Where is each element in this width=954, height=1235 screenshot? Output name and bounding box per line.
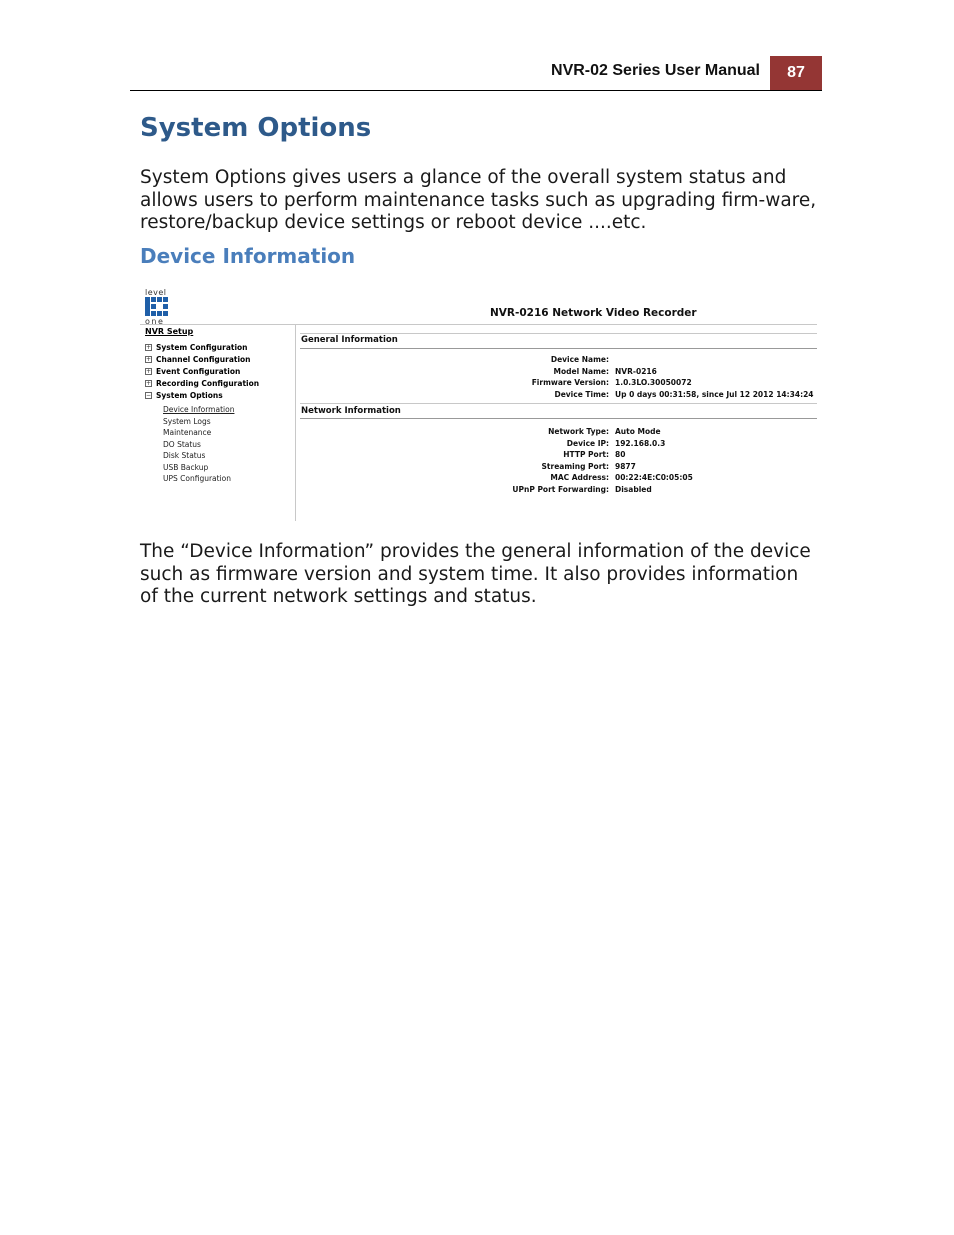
sidebar-item-system-configuration[interactable]: + System Configuration <box>146 343 248 352</box>
logo-grid-icon <box>145 297 169 316</box>
collapse-icon[interactable]: − <box>146 392 152 399</box>
subnav-item-maintenance[interactable]: Maintenance <box>163 428 212 437</box>
sidebar-item-channel-configuration[interactable]: + Channel Configuration <box>146 355 251 364</box>
logo-text-top: level <box>145 288 167 297</box>
page-header <box>130 56 822 91</box>
info-row: MAC Address: 00:22:4E:C0:05:05 <box>550 473 693 482</box>
device-information-screenshot <box>140 285 820 525</box>
subnav-item-disk-status[interactable]: Disk Status <box>163 451 206 460</box>
general-info-list <box>300 354 817 400</box>
app-title: NVR-0216 Network Video Recorder <box>490 307 697 319</box>
network-info-heading: Network Information <box>301 406 401 416</box>
info-row: HTTP Port: 80 <box>563 450 626 459</box>
expand-icon[interactable]: + <box>146 380 152 387</box>
subnav-item-device-information[interactable]: Device Information <box>163 405 235 414</box>
intro-paragraph: System Options gives users a glance of the overall system status and allows users to perform maintenance tasks such as upgrading firm-ware, restore/backup device settings or reboot device ....etc. <box>140 167 817 233</box>
sidebar-nav <box>145 342 259 402</box>
info-row: UPnP Port Forwarding: Disabled <box>512 484 652 494</box>
levelone-logo <box>144 288 170 324</box>
logo-text-bottom: one <box>145 317 165 326</box>
subnav-item-system-logs[interactable]: System Logs <box>163 416 211 426</box>
expand-icon[interactable]: + <box>146 344 152 351</box>
system-options-subnav <box>163 404 234 485</box>
info-row: Device Time: Up 0 days 00:31:58, since Jul 12 2012 14:34:24 <box>554 389 814 399</box>
info-row: Firmware Version: 1.0.3LO.30050072 <box>531 378 692 387</box>
expand-icon[interactable]: + <box>146 356 152 363</box>
manual-title: NVR-02 Series User Manual <box>551 62 760 79</box>
expand-icon[interactable]: + <box>146 368 152 375</box>
general-info-heading: General Information <box>301 335 398 345</box>
sidebar-item-event-configuration[interactable]: + Event Configuration <box>146 367 241 376</box>
sidebar-item-system-options[interactable]: − System Options <box>146 391 223 400</box>
info-row: Device IP: 192.168.0.3 <box>566 438 666 448</box>
info-row: Streaming Port: 9877 <box>541 461 636 471</box>
nav-setup-link[interactable]: NVR Setup <box>145 327 194 336</box>
subsection-title: Device Information <box>140 244 356 268</box>
description-paragraph: The “Device Information” provides the general information of the device such as firmware version and system time. It also provides information of the current network settings and status. <box>140 541 811 607</box>
info-row: Model Name: NVR-0216 <box>553 366 657 376</box>
subnav-item-do-status[interactable]: DO Status <box>163 439 201 449</box>
info-row: Device Name: <box>550 355 609 364</box>
subnav-item-usb-backup[interactable]: USB Backup <box>163 462 209 472</box>
info-row: Network Type: Auto Mode <box>548 427 661 436</box>
page-number: 87 <box>770 56 822 90</box>
sidebar-item-recording-configuration[interactable]: + Recording Configuration <box>146 379 260 388</box>
section-title: System Options <box>140 113 372 143</box>
subnav-item-ups-configuration[interactable]: UPS Configuration <box>163 474 232 483</box>
sidebar-divider <box>295 325 296 521</box>
network-info-list <box>300 426 817 495</box>
header-divider <box>140 324 817 325</box>
